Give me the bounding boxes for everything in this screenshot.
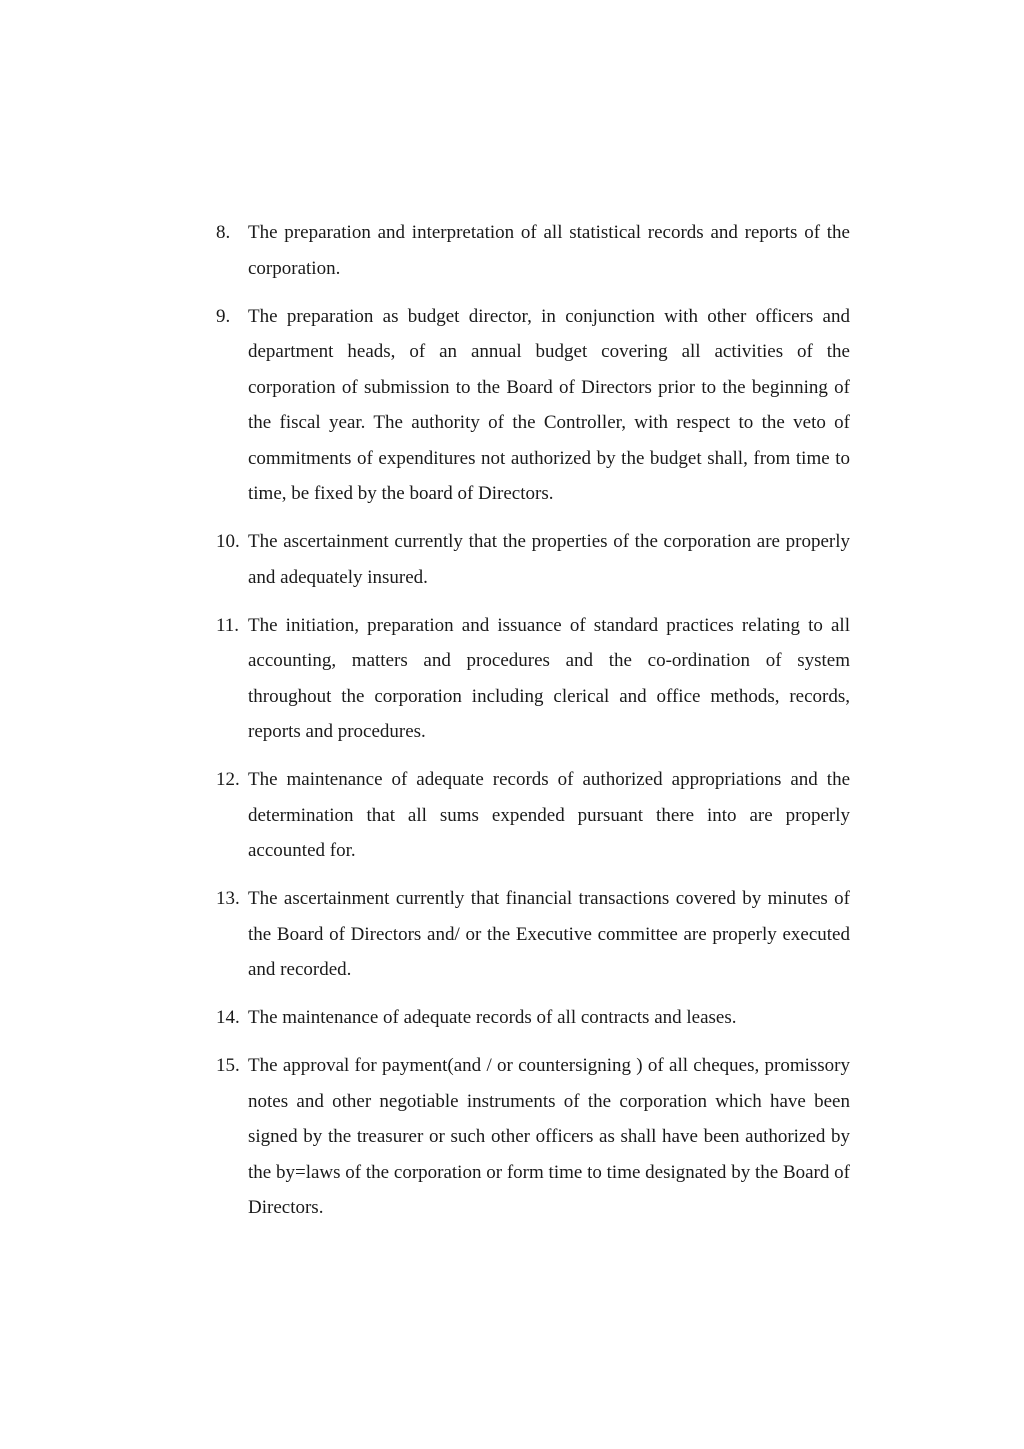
item-text: The maintenance of adequate records of all contracts and leases. xyxy=(248,1007,737,1028)
item-text: The initiation, preparation and issuance of standard practices relating to all accounting, matters and procedures and the co-ordination of system throughout the corporation including clerical and office methods, records, reports and procedures. xyxy=(248,614,850,742)
item-number: 8. xyxy=(216,222,231,243)
item-number: 12. xyxy=(216,769,240,790)
list-item xyxy=(216,1000,850,1036)
duties-list xyxy=(216,215,850,1238)
list-item xyxy=(216,524,850,595)
item-number: 11. xyxy=(216,614,240,636)
list-item xyxy=(216,881,850,988)
item-text: The approval for payment(and / or countersigning ) of all cheques, promissory notes and other negotiable instruments of the corporation which have been signed by the treasurer or such other officers as shall have been authorized by the by=laws of the corporation or form time to time designated by the Board of Directors. xyxy=(248,1055,850,1218)
list-item xyxy=(216,1048,850,1226)
item-number: 13. xyxy=(216,888,240,909)
item-number: 14. xyxy=(216,1007,240,1028)
item-number: 15. xyxy=(216,1055,240,1076)
item-text: The preparation as budget director, in conjunction with other officers and department heads, of an annual budget covering all activities of the corporation of submission to the Board of Directors prior to the beginning of the fiscal year. The authority of the Controller, with respect to the veto of commitments of expenditures not authorized by the budget shall, from time to time, be fixed by the board of Directors. xyxy=(248,305,850,504)
item-text: The preparation and interpretation of all statistical records and reports of the corporation. xyxy=(248,222,850,279)
item-number: 10. xyxy=(216,531,240,552)
list-item xyxy=(216,299,850,512)
list-item xyxy=(216,215,850,286)
item-number: 9. xyxy=(216,305,231,327)
item-text: The ascertainment currently that the properties of the corporation are properly and adequately insured. xyxy=(248,531,850,588)
list-item xyxy=(216,762,850,869)
list-item xyxy=(216,608,850,750)
item-text: The ascertainment currently that financial transactions covered by minutes of the Board of Directors and/ or the Executive committee are properly executed and recorded. xyxy=(248,888,850,980)
item-text: The maintenance of adequate records of authorized appropriations and the determination that all sums expended pursuant there into are properly accounted for. xyxy=(248,769,850,861)
